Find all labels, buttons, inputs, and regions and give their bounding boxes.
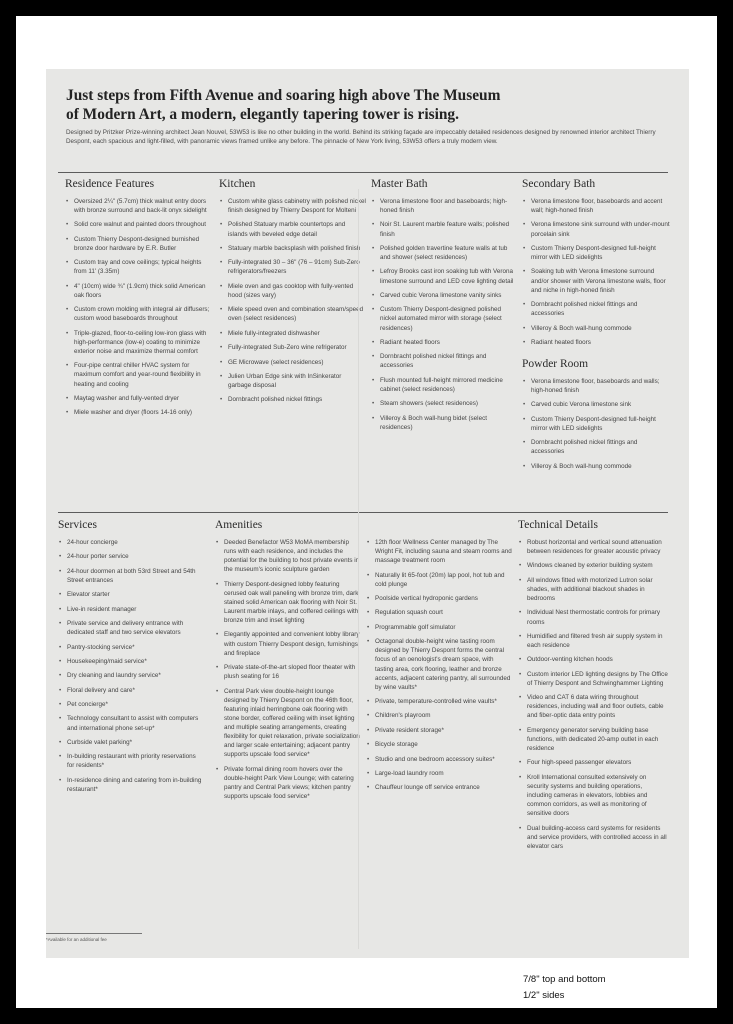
list-item: • Flush mounted full-height mirrored medicine cabinet (select residences) — [371, 376, 516, 394]
top-divider — [58, 172, 668, 173]
list-item: • Miele washer and dryer (floors 14-16 only) — [65, 408, 211, 417]
list-item: • Private state-of-the-art sloped floor theater with plush seating for 16 — [215, 663, 360, 681]
list-item: • Steam showers (select residences) — [371, 399, 516, 408]
list-item: • Robust horizontal and vertical sound attenuation between residences for greater acoustic privacy — [518, 538, 668, 556]
list-item: • Oversized 2¼" (5.7cm) thick walnut entry doors with bronze surround and back-lit onyx sidelight — [65, 197, 211, 215]
list-item: • Miele fully-integrated dishwasher — [219, 329, 366, 338]
list-item: • Elevator starter — [58, 590, 204, 599]
list-item: • Julien Urban Edge sink with InSinkerator garbage disposal — [219, 372, 366, 390]
list-item: • Chauffeur lounge off service entrance — [366, 783, 512, 792]
list-item: • In-residence dining and catering from in-building restaurant* — [58, 776, 204, 794]
kitchen-heading: Kitchen — [219, 178, 256, 190]
list-item: • 24-hour doormen at both 53rd Street and 54th Street entrances — [58, 567, 204, 585]
amenities-list-right — [366, 538, 512, 793]
list-item: • Radiant heated floors — [371, 338, 516, 347]
brochure-page — [46, 69, 689, 958]
services-list — [58, 538, 204, 794]
list-item: • Villeroy & Boch wall-hung commode — [522, 324, 670, 333]
headline — [66, 86, 666, 124]
list-item: • All windows fitted with motorized Lutron solar shades, with additional blackout shades in bedrooms — [518, 576, 668, 603]
list-item: • Technology consultant to assist with computers and international phone set-up* — [58, 714, 204, 732]
technical-details-column — [518, 518, 668, 856]
list-item: • Studio and one bedroom accessory suites* — [366, 755, 512, 764]
list-item: • Custom tray and cove ceilings; typical heights from 11' (3.35m) — [65, 258, 211, 276]
powder-room-list — [522, 377, 670, 471]
services-heading: Services — [58, 519, 97, 531]
margin-note-top-bottom: 7/8" top and bottom — [523, 974, 606, 985]
list-item: • Custom Thierry Despont-designed burnished bronze door hardware by E.R. Butler — [65, 235, 211, 253]
technical-details-heading: Technical Details — [518, 519, 598, 531]
list-item: • Custom Thierry Despont-designed full-height mirror with LED sidelights — [522, 415, 670, 433]
list-item: • Pantry-stocking service* — [58, 643, 204, 652]
list-item: • Private, temperature-controlled wine vaults* — [366, 697, 512, 706]
kitchen-column — [219, 177, 366, 410]
powder-room-heading: Powder Room — [522, 358, 589, 370]
list-item: • Windows cleaned by exterior building system — [518, 561, 668, 570]
list-item: • Deeded Benefactor W53 MoMA membership runs with each residence, and includes the potential for the building to host private events in the museum's iconic sculpture garden — [215, 538, 360, 574]
list-item: • Triple-glazed, floor-to-ceiling low-iron glass with high-performance (low-e) coating to minimize exterior noise and maximize thermal comfort — [65, 329, 211, 356]
list-item: • Kroll International consulted extensively on security systems and building operations, including cameras in elevators, lobbies and common corridors, as well as monitoring of sensitive doors — [518, 773, 668, 818]
list-item: • Carved cubic Verona limestone sink — [522, 400, 670, 409]
residence-features-list — [65, 197, 211, 417]
list-item: • Verona limestone floor, baseboards and walls; high-honed finish — [522, 377, 670, 395]
list-item: • Programmable golf simulator — [366, 623, 512, 632]
list-item: • Custom interior LED lighting designs by The Office of Thierry Despont and Schwinghammer Lighting — [518, 670, 668, 688]
list-item: • Live-in resident manager — [58, 605, 204, 614]
list-item: • Pet concierge* — [58, 700, 204, 709]
footnote: *Available for an additional fee — [46, 937, 107, 942]
list-item: • Custom white glass cabinetry with polished nickel finish designed by Thierry Despont for Molteni — [219, 197, 366, 215]
master-bath-column — [371, 177, 516, 437]
list-item: • Verona limestone floor and baseboards; high-honed finish — [371, 197, 516, 215]
services-column — [58, 518, 204, 799]
list-item: • Curbside valet parking* — [58, 738, 204, 747]
list-item: • Dry cleaning and laundry service* — [58, 671, 204, 680]
list-item: • 24-hour porter service — [58, 552, 204, 561]
list-item: • Custom Thierry Despont-designed full-height mirror with LED sidelights — [522, 244, 670, 262]
list-item: • Octagonal double-height wine tasting room designed by Thierry Despont forms the central focus of an oenologist's dream space, with tasting area, cork flooring, leather and bronze accents, adjacent catering pantry, all surrounded by wine vaults* — [366, 637, 512, 692]
list-item: • Humidified and filtered fresh air supply system in each residence — [518, 632, 668, 650]
list-item: • Large-load laundry room — [366, 769, 512, 778]
list-item: • Individual Nest thermostatic controls for primary rooms — [518, 608, 668, 626]
intro-paragraph: Designed by Pritzker Prize-winning architect Jean Nouvel, 53W53 is like no other building in the world. Behind its striking façade are impeccably detailed residences designed by renowned interior architect Thierry Despont, each spacious and light-filled, with panoramic views framed unlike any before. The pinnacle of New York living, 53W53 offers a truly modern view. — [66, 129, 656, 146]
list-item: • Polished golden travertine feature walls at tub and shower (select residences) — [371, 244, 516, 262]
amenities-list-left — [215, 538, 360, 801]
secondary-bath-heading: Secondary Bath — [522, 178, 596, 190]
list-item: • Fully-integrated Sub-Zero wine refrigerator — [219, 343, 366, 352]
list-item: • Carved cubic Verona limestone vanity sinks — [371, 291, 516, 300]
footnote-rule — [46, 933, 142, 934]
residence-features-column — [65, 177, 211, 423]
technical-details-list — [518, 538, 668, 851]
list-item: • 24-hour concierge — [58, 538, 204, 547]
list-item: • Floral delivery and care* — [58, 686, 204, 695]
list-item: • Private resident storage* — [366, 726, 512, 735]
list-item: • Private service and delivery entrance with dedicated staff and two service elevators — [58, 619, 204, 637]
kitchen-list — [219, 197, 366, 405]
list-item: • Maytag washer and fully-vented dryer — [65, 394, 211, 403]
list-item: • Four high-speed passenger elevators — [518, 758, 668, 767]
list-item: • Dual building-access card systems for residents and service providers, with controlled access in all elevator cars — [518, 824, 668, 851]
list-item: • GE Microwave (select residences) — [219, 358, 366, 367]
list-item: • Miele oven and gas cooktop with fully-vented hood (sizes vary) — [219, 282, 366, 300]
list-item: • Dornbracht polished nickel fittings — [219, 395, 366, 404]
list-item: • Miele speed oven and combination steam/speed oven (select residences) — [219, 305, 366, 323]
list-item: • Radiant heated floors — [522, 338, 670, 347]
list-item: • Statuary marble backsplash with polished finish — [219, 244, 366, 253]
list-item: • Poolside vertical hydroponic gardens — [366, 594, 512, 603]
list-item: • Bicycle storage — [366, 740, 512, 749]
amenities-column-continued — [366, 538, 512, 798]
list-item: • Solid core walnut and painted doors throughout — [65, 220, 211, 229]
list-item: • Private formal dining room hovers over the double-height Park View Lounge; with catering pantry and Central Park views; kitchen pantry supports upscale food service* — [215, 765, 360, 801]
headline-line-1: Just steps from Fifth Avenue and soaring high above The Museum — [66, 87, 501, 104]
master-bath-list — [371, 197, 516, 432]
list-item: • Verona limestone sink surround with under-mount porcelain sink — [522, 220, 670, 238]
margin-note-sides: 1/2" sides — [523, 990, 565, 1001]
list-item: • Elegantly appointed and convenient lobby library with custom Thierry Despont design, furnishings and fireplace — [215, 630, 360, 657]
secondary-bath-list — [522, 197, 670, 347]
list-item: • Dornbracht polished nickel fittings and accessories — [522, 438, 670, 456]
list-item: • Custom Thierry Despont-designed polished nickel automated mirror with storage (select residences) — [371, 305, 516, 332]
list-item: • Verona limestone floor, baseboards and accent wall; high-honed finish — [522, 197, 670, 215]
headline-line-2: of Modern Art, a modern, elegantly tapering tower is rising. — [66, 106, 459, 123]
amenities-column — [215, 518, 360, 806]
list-item: • Central Park view double-height lounge designed by Thierry Despont on the 46th floor, featuring inlaid herringbone oak flooring with stone border, coffered ceiling with inset lighting and multiple seating arrangements, creating flexibility for quiet relaxation, private socialization and larger scale entertaining; adjacent pantry supports upscale food service* — [215, 687, 360, 760]
list-item: • Thierry Despont-designed lobby featuring cerused oak wall paneling with bronze trim, dark stained solid American oak flooring with Noir St. Laurent marble inlays, and coffered ceilings with bronze trim and inset lighting — [215, 580, 360, 625]
list-item: • Fully-integrated 30 – 36" (76 – 91cm) Sub-Zero refrigerators/freezers — [219, 258, 366, 276]
list-item: • Emergency generator serving building base functions, with dedicated 20-amp outlet in each residence — [518, 726, 668, 753]
list-item: • Video and CAT 6 data wiring throughout residences, including wall and floor outlets, cable and fiber-optic data entry points — [518, 693, 668, 720]
list-item: • Outdoor-venting kitchen hoods — [518, 655, 668, 664]
secondary-bath-column — [522, 177, 670, 476]
list-item: • Four-pipe central chiller HVAC system for maximum comfort and year-round flexibility in heating and cooling — [65, 361, 211, 388]
list-item: • Soaking tub with Verona limestone surround and/or shower with Verona limestone walls, floor and niche in high-honed finish — [522, 267, 670, 294]
list-item: • Polished Statuary marble countertops and islands with beveled edge detail — [219, 220, 366, 238]
list-item: • 12th floor Wellness Center managed by The Wright Fit, including sauna and steam rooms and massage treatment room — [366, 538, 512, 565]
list-item: • Regulation squash court — [366, 608, 512, 617]
list-item: • 4" (10cm) wide ¾" (1.9cm) thick solid American oak floors — [65, 282, 211, 300]
list-item: • Children's playroom — [366, 711, 512, 720]
list-item: • Villeroy & Boch wall-hung bidet (select residences) — [371, 414, 516, 432]
residence-features-heading: Residence Features — [65, 178, 155, 190]
list-item: • Lefroy Brooks cast iron soaking tub with Verona limestone surround and LED cove lighting detail — [371, 267, 516, 285]
list-item: • Noir St. Laurent marble feature walls; polished finish — [371, 220, 516, 238]
list-item: • Naturally lit 65-foot (20m) lap pool, hot tub and cold plunge — [366, 571, 512, 589]
list-item: • Dornbracht polished nickel fittings and accessories — [371, 352, 516, 370]
fold-line — [358, 189, 359, 949]
master-bath-heading: Master Bath — [371, 178, 428, 190]
list-item: • Dornbracht polished nickel fittings and accessories — [522, 300, 670, 318]
amenities-heading: Amenities — [215, 519, 263, 531]
list-item: • Housekeeping/maid service* — [58, 657, 204, 666]
list-item: • Custom crown molding with integral air diffusers; custom wood baseboards throughout — [65, 305, 211, 323]
list-item: • In-building restaurant with priority reservations for residents* — [58, 752, 204, 770]
list-item: • Villeroy & Boch wall-hung commode — [522, 462, 670, 471]
middle-divider — [58, 512, 668, 513]
